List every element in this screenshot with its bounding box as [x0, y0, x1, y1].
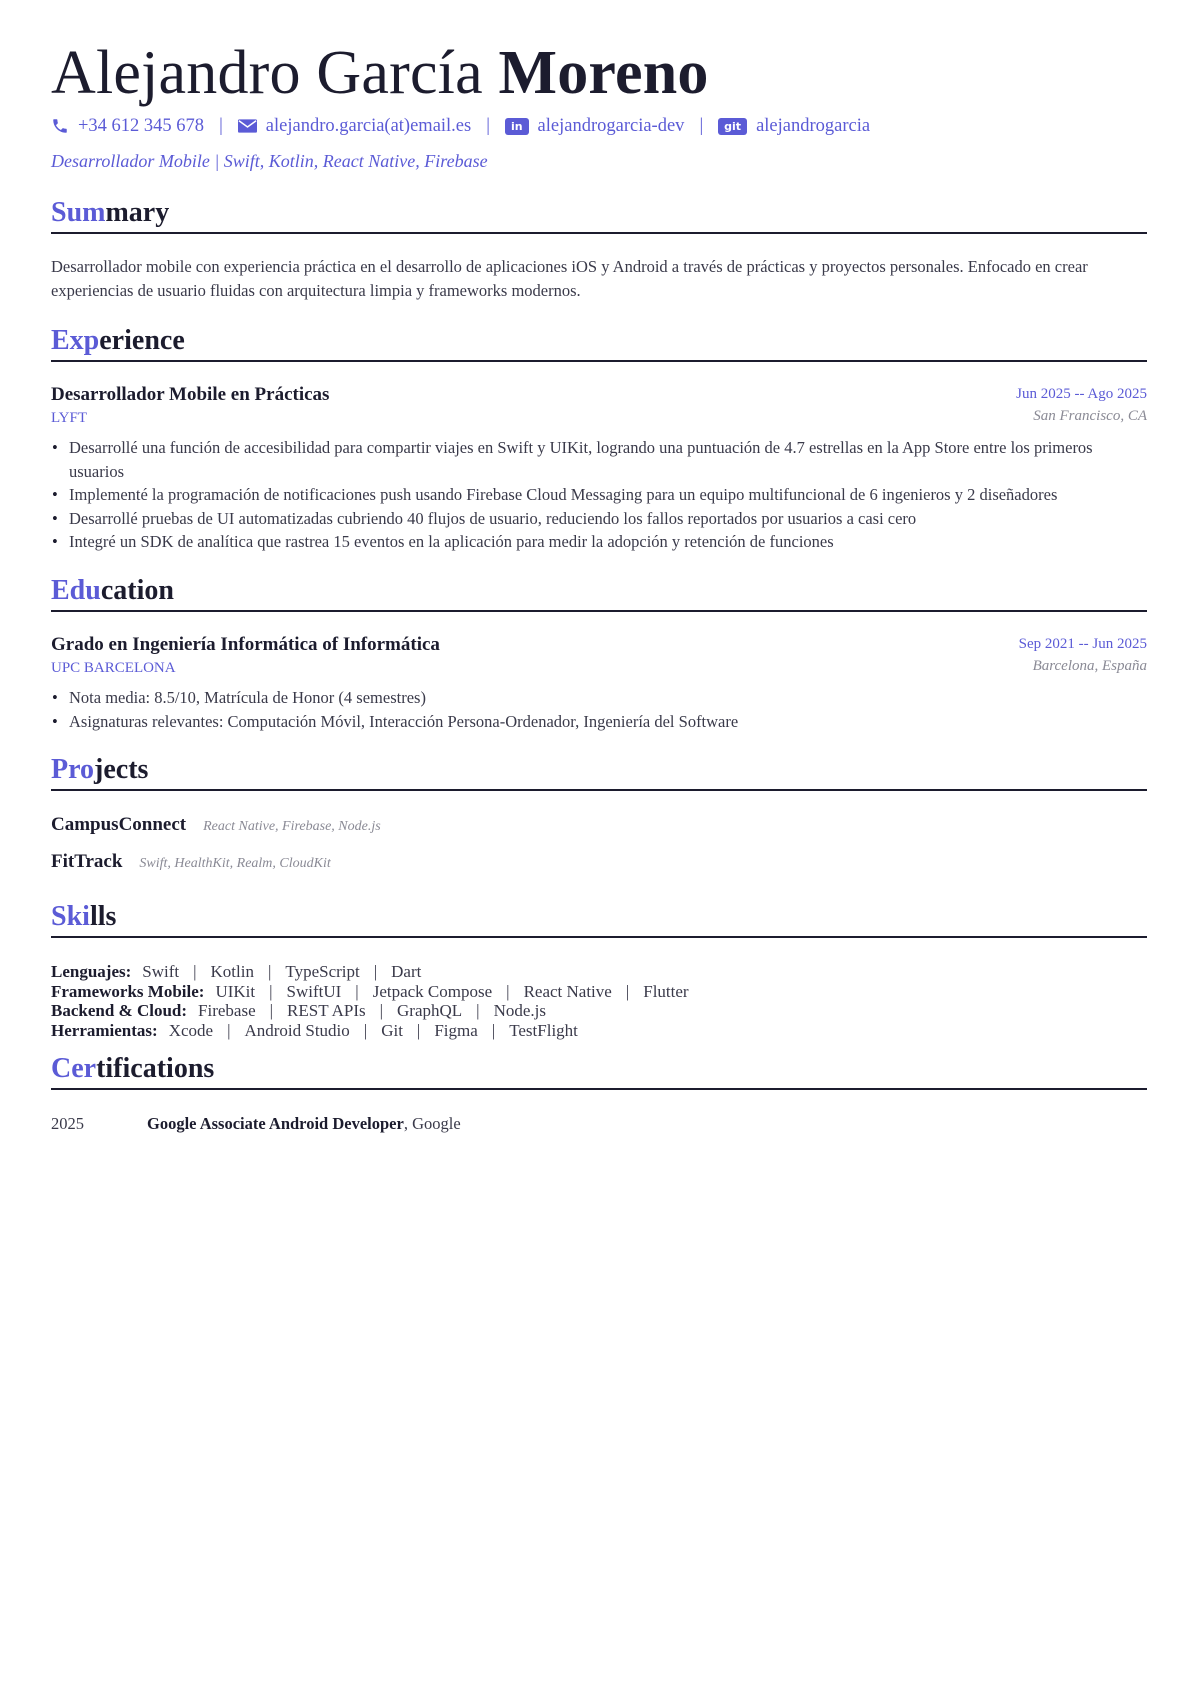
tagline: Desarrollador Mobile | Swift, Kotlin, React Native, Firebase: [51, 151, 488, 171]
job-dates: Jun 2025 -- Ago 2025: [1016, 386, 1147, 402]
section-title-certifications: Certifications: [51, 1052, 1147, 1090]
skill-row: Lenguajes: Swift | Kotlin | TypeScript | Dart: [51, 962, 422, 981]
skill-row: Frameworks Mobile: UIKit | SwiftUI | Jetpack Compose | React Native | Flutter: [51, 981, 689, 1001]
mail-icon: [238, 119, 257, 133]
section-title-skills: Skills: [51, 900, 1147, 938]
list-item: • Implementé la programación de notificaciones push usando Firebase Cloud Messaging para un equipo multifuncional de 6 ingenieros y 2 diseñadores: [69, 483, 1147, 507]
git-icon: git: [718, 118, 747, 135]
phone-text: +34 612 345 678: [78, 115, 205, 136]
skill-row: Herramientas: Xcode | Android Studio | Git | Figma | TestFlight: [51, 1021, 578, 1041]
job-bullets: [51, 436, 1147, 554]
contact-separator: |: [699, 115, 704, 136]
skills-list: [51, 962, 689, 1041]
project-item: [51, 851, 331, 873]
project-tech: Swift, HealthKit, Realm, CloudKit: [139, 856, 331, 871]
list-item: • Nota media: 8.5/10, Matrícula de Honor (4 semestres): [69, 686, 1147, 710]
section-title-summary: Summary: [51, 196, 1147, 234]
project-item: [51, 814, 381, 836]
email-contact[interactable]: [238, 116, 471, 137]
job-company: LYFT: [51, 410, 87, 426]
project-name: CampusConnect: [51, 814, 187, 835]
linkedin-icon: in: [505, 118, 529, 135]
skill-row: Backend & Cloud: Firebase | REST APIs | GraphQL | Node.js: [51, 1001, 546, 1021]
first-name: Alejandro García: [51, 39, 483, 107]
education-bullets: [51, 686, 1147, 733]
phone-contact[interactable]: [51, 116, 204, 137]
contact-separator: |: [486, 115, 490, 136]
last-name: Moreno: [498, 39, 709, 107]
school-name: UPC BARCELONA: [51, 660, 176, 676]
job-title: Desarrollador Mobile en Prácticas: [51, 384, 330, 405]
email-text: alejandro.garcia(at)email.es: [265, 115, 472, 136]
cert-issuer: , Google: [403, 1114, 461, 1133]
cert-year: 2025: [51, 1114, 84, 1133]
github-text: alejandrogarcia: [756, 115, 871, 136]
phone-icon: [51, 117, 69, 135]
contact-separator: |: [219, 115, 223, 136]
linkedin-contact[interactable]: [505, 116, 685, 137]
contact-bar: [51, 113, 870, 139]
list-item: • Integré un SDK de analítica que rastrea 15 eventos en la aplicación para medir la adopción y retención de funciones: [69, 530, 1147, 554]
section-title-experience: Experience: [51, 324, 1147, 362]
summary-text: Desarrollador mobile con experiencia práctica en el desarrollo de aplicaciones iOS y Android a través de prácticas y proyectos personales. Enfocado en crear experiencias de usuario fluidas con arquitectura limpia y frameworks modernos.: [51, 257, 1088, 300]
list-item: • Asignaturas relevantes: Computación Móvil, Interacción Persona-Ordenador, Ingeniería del Software: [69, 710, 1147, 734]
project-tech: React Native, Firebase, Node.js: [203, 819, 381, 834]
list-item: • Desarrollé una función de accesibilidad para compartir viajes en Swift y UIKit, logrando una puntuación de 4.7 estrellas en la App Store entre los primeros usuarios: [69, 436, 1147, 483]
linkedin-text: alejandrogarcia-dev: [537, 115, 685, 136]
candidate-name: [51, 38, 709, 108]
list-item: • Desarrollé pruebas de UI automatizadas cubriendo 40 flujos de usuario, reduciendo los fallos reportados por usuarios a casi cero: [69, 507, 1147, 531]
degree-dates: Sep 2021 -- Jun 2025: [1018, 636, 1147, 652]
job-location: San Francisco, CA: [1033, 408, 1147, 424]
project-name: FitTrack: [51, 851, 123, 872]
section-title-education: Education: [51, 574, 1147, 612]
certification-item: [51, 1114, 461, 1134]
degree-title: Grado en Ingeniería Informática of Informática: [51, 634, 440, 655]
github-contact[interactable]: [718, 116, 870, 137]
section-title-projects: Projects: [51, 753, 1147, 791]
cert-name: Google Associate Android Developer: [147, 1114, 404, 1133]
school-location: Barcelona, España: [1032, 658, 1147, 674]
